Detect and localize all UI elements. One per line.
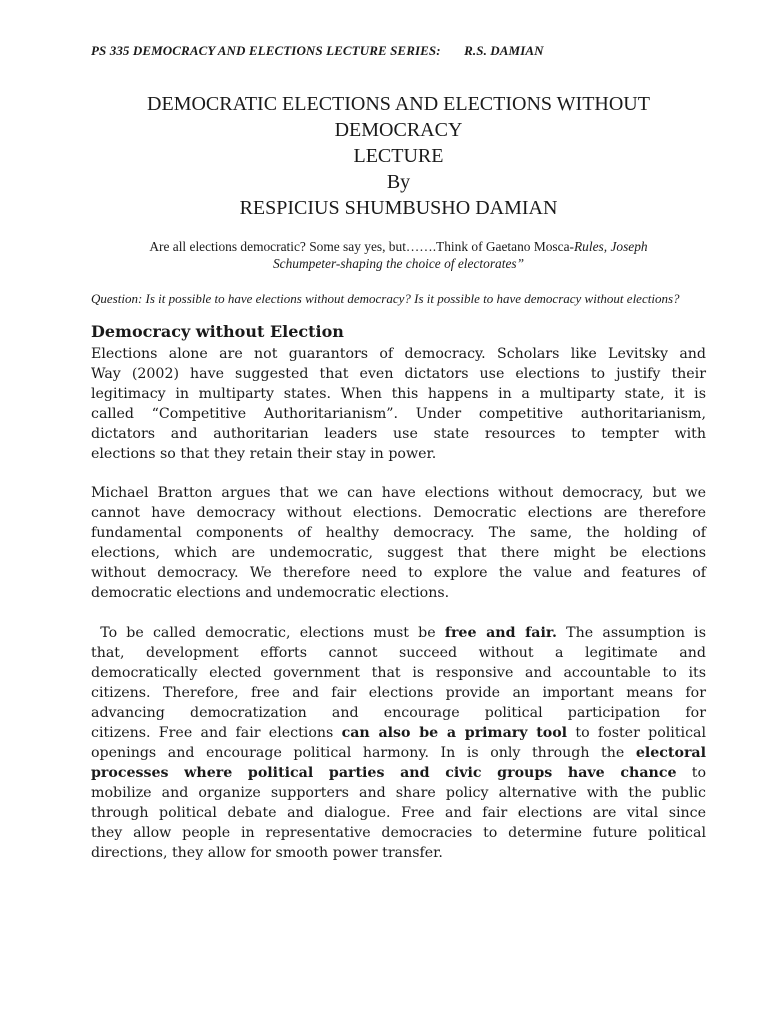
- paragraph-line: dictators and authoritarian leaders use state resources to tempter with: [91, 426, 706, 442]
- paragraph-1: [91, 344, 706, 464]
- paragraph-line: that, development efforts cannot succeed without a legitimate and: [91, 645, 706, 661]
- paragraph-line: [91, 763, 706, 783]
- paragraph-line: cannot have democracy without elections. Democratic elections are therefore: [91, 505, 706, 521]
- paragraph-line: fundamental components of healthy democracy. The same, the holding of: [91, 525, 706, 541]
- text-run: The assumption is: [556, 625, 707, 641]
- paragraph-line: elections so that they retain their stay in power.: [91, 446, 437, 462]
- title-line-1: DEMOCRATIC ELECTIONS AND ELECTIONS WITHOUT: [147, 93, 650, 115]
- paragraph-line: [91, 623, 706, 643]
- text-run: to: [676, 765, 706, 781]
- header-course: PS 335 DEMOCRACY AND ELECTIONS LECTURE SERIES:: [91, 43, 441, 58]
- text-run: openings and encourage political harmony.: [91, 745, 429, 761]
- title-line-5: RESPICIUS SHUMBUSHO DAMIAN: [239, 197, 558, 219]
- paragraph-3: [91, 623, 706, 863]
- bold-phrase: electoral: [635, 745, 706, 761]
- text-run: In is only through the: [428, 745, 636, 761]
- header-author: R.S. DAMIAN: [464, 43, 544, 58]
- text-run: to foster political: [567, 725, 707, 741]
- section-heading: Democracy without Election: [91, 322, 344, 341]
- paragraph-line: mobilize and organize supporters and share policy alternative with the public: [91, 785, 706, 801]
- paragraph-line: democratic elections and undemocratic elections.: [91, 585, 450, 601]
- bold-phrase: processes where political parties and civic groups have chance: [91, 765, 677, 781]
- title-line-3: LECTURE: [353, 145, 444, 167]
- paragraph-2: [91, 483, 706, 603]
- paragraph-line: [91, 723, 706, 743]
- running-header: [91, 43, 544, 59]
- title-line-4: By: [386, 171, 411, 193]
- paragraph-line: elections, which are undemocratic, suggest that there might be elections: [91, 545, 706, 561]
- paragraph-line: they allow people in representative democracies to determine future political: [91, 825, 706, 841]
- paragraph-line: citizens. Therefore, free and fair elections provide an important means for: [91, 685, 706, 701]
- bold-phrase: can also be a primary tool: [341, 725, 568, 741]
- paragraph-line: without democracy. We therefore need to explore the value and features of: [91, 565, 706, 581]
- bold-phrase: free and fair.: [444, 625, 557, 641]
- document-title: [81, 91, 716, 221]
- paragraph-line: directions, they allow for smooth power transfer.: [91, 845, 443, 861]
- epigraph-italic-1: Rules, Joseph: [574, 239, 648, 254]
- paragraph-line: advancing democratization and encourage political participation for: [91, 705, 706, 721]
- paragraph-line: called “Competitive Authoritarianism”. Under competitive authoritarianism,: [91, 406, 706, 422]
- question-text: Question: Is it possible to have elections without democracy? Is it possible to have democracy without elections?: [91, 291, 680, 306]
- paragraph-line: Michael Bratton argues that we can have elections without democracy, but we: [91, 485, 706, 501]
- epigraph-text: Are all elections democratic? Some say yes, but…….Think of Gaetano Mosca-: [149, 239, 574, 254]
- paragraph-line: legitimacy in multiparty states. When this happens in a multiparty state, it is: [91, 386, 706, 402]
- paragraph-line: through political debate and dialogue. Free and fair elections are vital since: [91, 805, 706, 821]
- paragraph-line: [91, 743, 706, 763]
- paragraph-line: democratically elected government that is responsive and accountable to its: [91, 665, 706, 681]
- text-run: citizens. Free and fair elections: [91, 725, 342, 741]
- epigraph: [91, 238, 706, 272]
- text-run: To be called democratic, elections must be: [91, 625, 445, 641]
- paragraph-line: Elections alone are not guarantors of democracy. Scholars like Levitsky and: [91, 346, 706, 362]
- paragraph-line: Way (2002) have suggested that even dictators use elections to justify their: [91, 366, 706, 382]
- title-line-2: DEMOCRACY: [334, 119, 463, 141]
- epigraph-italic-2: Schumpeter-shaping the choice of electorates”: [272, 256, 525, 271]
